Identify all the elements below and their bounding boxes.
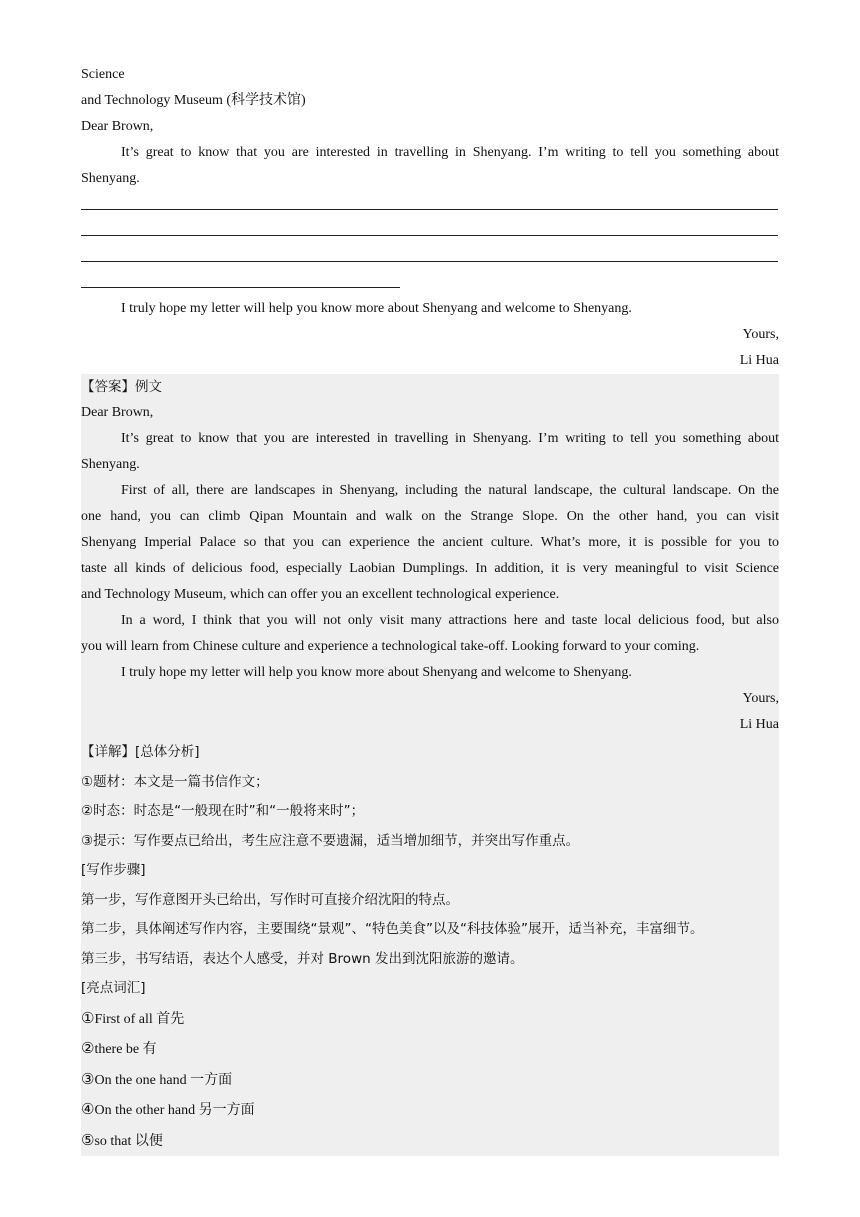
steps-heading: [写作步骤] bbox=[81, 862, 146, 878]
answer-p2-line-2: one hand, you can climb Qipan Mountain and walk on the Strange Slope. On the other hand, you can visit bbox=[81, 509, 779, 524]
answer-p2-line-5: and Technology Museum, which can offer you an excellent technological experience. bbox=[81, 587, 560, 602]
vocab-item bbox=[81, 1034, 779, 1065]
letter-opening-line-1: It’s great to know that you are interested in travelling in Shenyang. I’m writing to tell you something about bbox=[121, 145, 779, 160]
writing-blank-line-4[interactable] bbox=[81, 270, 779, 296]
vocab-number: ③ bbox=[81, 1069, 95, 1088]
answer-signature: Li Hua bbox=[739, 717, 779, 732]
question-letter bbox=[81, 62, 779, 374]
answer-p2-line-3: Shenyang Imperial Palace so that you can experience the ancient culture. What’s more, it is possible for you to bbox=[81, 535, 779, 550]
answer-p1-line-2: Shenyang. bbox=[81, 457, 140, 472]
vocab-text: On the one hand 一方面 bbox=[94, 1072, 233, 1088]
vocab-text: On the other hand 另一方面 bbox=[94, 1103, 255, 1118]
step-3: 第三步，书写结语，表达个人感受，并对 Brown 发出到沈阳旅游的邀请。 bbox=[81, 950, 524, 967]
analysis-item-3: ③提示：写作要点已给出，考生应注意不要遗漏，适当增加细节，并突出写作重点。 bbox=[81, 832, 580, 849]
analysis-item-2: ②时态：时态是“一般现在时”和“一般将来时”； bbox=[81, 803, 365, 819]
vocab-text: there be 有 bbox=[94, 1042, 157, 1057]
answer-p2-line-4: taste all kinds of delicious food, especially Laobian Dumplings. In addition, it is very meaningful to visit Science bbox=[81, 561, 779, 576]
answer-p1-line-1: It’s great to know that you are interested in travelling in Shenyang. I’m writing to tell you something about bbox=[121, 431, 779, 446]
vocab-number: ① bbox=[81, 1008, 95, 1027]
writing-blank-line-1[interactable] bbox=[81, 192, 779, 218]
vocab-heading: [亮点词汇] bbox=[81, 980, 146, 996]
vocab-text: so that 以便 bbox=[94, 1133, 163, 1149]
letter-signature: Li Hua bbox=[739, 353, 779, 368]
writing-blank-line-3[interactable] bbox=[81, 244, 779, 270]
letter-salutation: Dear Brown, bbox=[81, 119, 154, 134]
vocab-item bbox=[81, 1004, 779, 1035]
vocab-number: ⑤ bbox=[81, 1130, 95, 1149]
answer-p3-line-2: you will learn from Chinese culture and experience a technological take-off. Looking forward to your coming. bbox=[81, 639, 700, 654]
answer-salutation: Dear Brown, bbox=[81, 405, 154, 420]
vocab-item bbox=[81, 1095, 779, 1126]
answer-heading: 【答案】例文 bbox=[81, 379, 162, 395]
vocab-number: ④ bbox=[81, 1100, 95, 1118]
step-1: 第一步，写作意图开头已给出，写作时可直接介绍沈阳的特点。 bbox=[81, 891, 459, 908]
answer-p2-line-1: First of all, there are landscapes in Shenyang, including the natural landscape, the cultural landscape. On the bbox=[121, 483, 779, 498]
vocab-item bbox=[81, 1065, 779, 1096]
analysis-section bbox=[81, 738, 779, 1156]
answer-signoff: Yours, bbox=[742, 691, 779, 706]
prompt-line-science: Science bbox=[81, 67, 125, 82]
vocab-number: ② bbox=[81, 1039, 95, 1057]
answer-p3-line-1: In a word, I think that you will not only visit many attractions here and taste local delicious food, but also bbox=[121, 613, 779, 628]
letter-signoff: Yours, bbox=[742, 327, 779, 342]
analysis-item-1: ①题材：本文是一篇书信作文； bbox=[81, 773, 269, 790]
step-2: 第二步，具体阐述写作内容，主要围绕“景观”、“特色美食”以及“科技体验”展开，适当补充，丰富细节。 bbox=[81, 921, 704, 937]
letter-opening-line-2: Shenyang. bbox=[81, 171, 140, 186]
prompt-line-museum: and Technology Museum (科学技术馆) bbox=[81, 93, 306, 108]
analysis-heading: 【详解】[总体分析] bbox=[81, 744, 200, 760]
document-page bbox=[81, 62, 779, 1156]
answer-closing: I truly hope my letter will help you know more about Shenyang and welcome to Shenyang. bbox=[121, 665, 632, 680]
vocab-text: First of all 首先 bbox=[94, 1011, 185, 1027]
answer-section bbox=[81, 374, 779, 1156]
vocab-item bbox=[81, 1126, 779, 1157]
letter-closing: I truly hope my letter will help you know more about Shenyang and welcome to Shenyang. bbox=[121, 301, 632, 316]
writing-blank-line-2[interactable] bbox=[81, 218, 779, 244]
